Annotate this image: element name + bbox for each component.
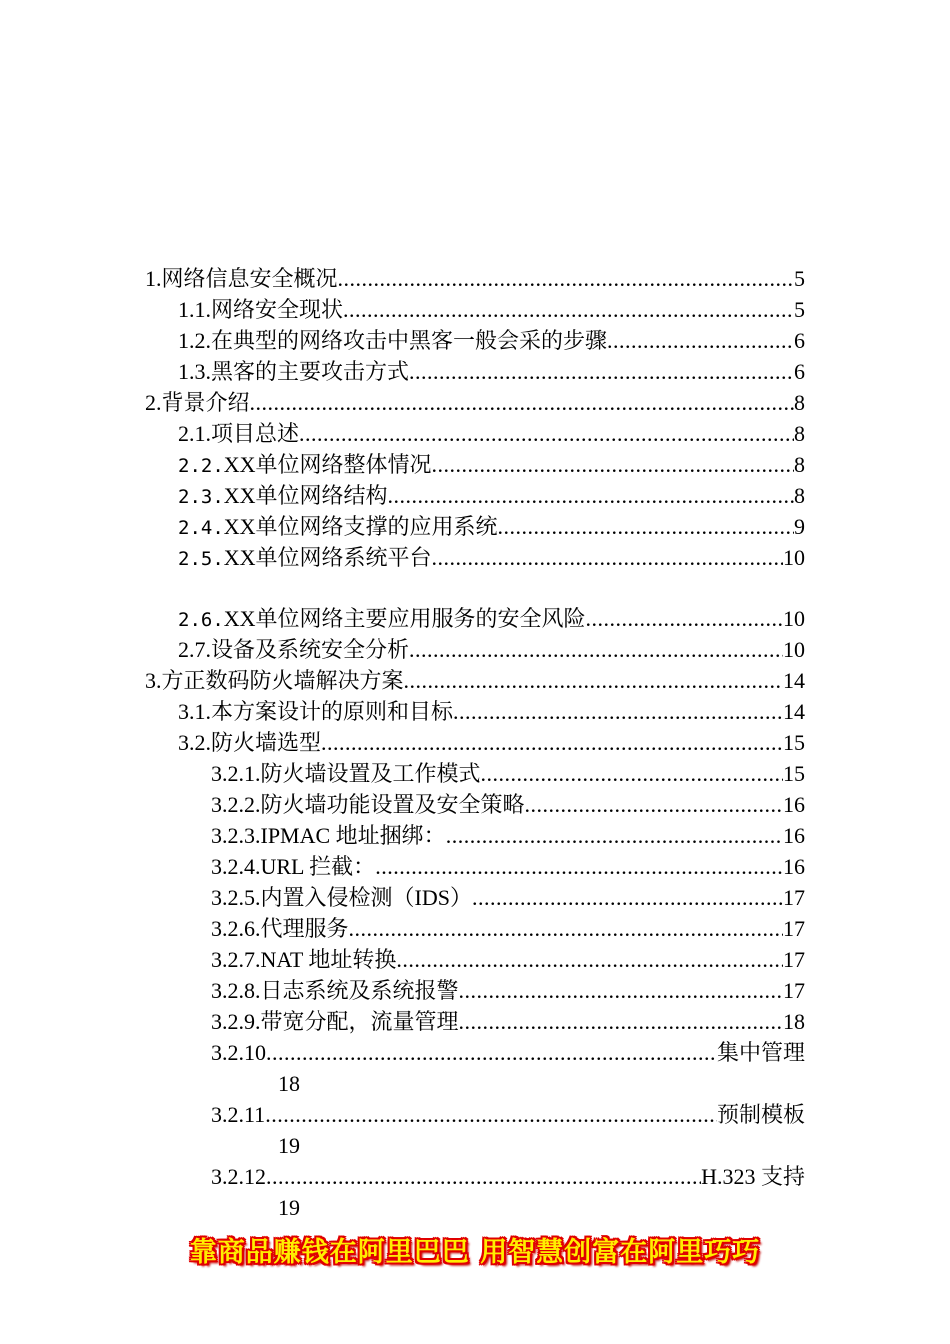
toc-number: 3. bbox=[145, 668, 162, 693]
toc-entry-3-2-12[interactable] bbox=[0, 1161, 950, 1192]
toc-page: 5 bbox=[794, 266, 805, 291]
toc-number: 2.1. bbox=[178, 421, 211, 446]
toc-entry-3-2-5[interactable] bbox=[0, 882, 950, 913]
toc-title: 在典型的网络攻击中黑客一般会采的步骤 bbox=[211, 328, 608, 353]
toc-entry-2-3[interactable] bbox=[0, 480, 950, 511]
toc-number: 3.2. bbox=[178, 730, 211, 755]
toc-entry-2-4[interactable] bbox=[0, 511, 950, 542]
toc-number: 1.3. bbox=[178, 359, 211, 384]
toc-number: 3.2.10 bbox=[211, 1040, 266, 1065]
toc-page: 14 bbox=[783, 699, 805, 724]
toc-leader bbox=[299, 418, 794, 449]
toc-entry-3-2-8[interactable] bbox=[0, 975, 950, 1006]
toc-entry-2[interactable] bbox=[0, 387, 950, 418]
toc-leader bbox=[459, 975, 783, 1006]
toc-title: IPMAC 地址捆绑： bbox=[260, 823, 446, 848]
toc-title: 预制模板 bbox=[716, 1102, 805, 1127]
toc-entry-2-5[interactable] bbox=[0, 542, 950, 573]
toc-title: XX单位网络支撑的应用系统 bbox=[223, 514, 498, 539]
toc-leader bbox=[409, 356, 794, 387]
toc-leader bbox=[404, 665, 783, 696]
toc-title: 防火墙设置及工作模式 bbox=[260, 761, 481, 786]
toc-entry-3-2-10-page-line bbox=[0, 1068, 950, 1099]
toc-page: 8 bbox=[794, 483, 805, 508]
toc-number: 3.2.11 bbox=[211, 1102, 266, 1127]
toc-entry-2-1[interactable] bbox=[0, 418, 950, 449]
toc-number: 3.2.3. bbox=[211, 823, 261, 848]
toc-entry-3-2[interactable] bbox=[0, 727, 950, 758]
toc-page: 10 bbox=[783, 606, 805, 631]
toc-title: 代理服务 bbox=[260, 916, 349, 941]
toc-leader bbox=[481, 758, 783, 789]
toc-entry-3-2-7[interactable] bbox=[0, 944, 950, 975]
toc-leader bbox=[432, 542, 783, 573]
toc-title: 背景介绍 bbox=[161, 390, 250, 415]
toc-page: 8 bbox=[794, 421, 805, 446]
toc-entry-2-7[interactable] bbox=[0, 634, 950, 665]
toc-page: 10 bbox=[783, 637, 805, 662]
toc-number: 3.2.5. bbox=[211, 885, 261, 910]
toc-leader bbox=[432, 449, 794, 480]
toc-number: 3.2.7. bbox=[211, 947, 261, 972]
toc-number: 2. bbox=[145, 390, 162, 415]
toc-number: 3.2.1. bbox=[211, 761, 261, 786]
toc-entry-3-2-12-page-line bbox=[0, 1192, 950, 1223]
toc-page: 10 bbox=[783, 545, 805, 570]
toc-title: H.323 支持 bbox=[701, 1164, 805, 1189]
toc-entry-3-2-10[interactable] bbox=[0, 1037, 950, 1068]
toc-title: 设备及系统安全分析 bbox=[211, 637, 410, 662]
toc-title: XX单位网络结构 bbox=[223, 483, 388, 508]
toc-title: URL 拦截： bbox=[260, 854, 376, 879]
toc-leader bbox=[446, 820, 783, 851]
toc-title: 项目总述 bbox=[211, 421, 300, 446]
toc-title: 内置入侵检测（IDS） bbox=[260, 885, 472, 910]
toc-entry-3-2-4[interactable] bbox=[0, 851, 950, 882]
toc-entry-3[interactable] bbox=[0, 665, 950, 696]
toc-page: 14 bbox=[783, 668, 805, 693]
toc-page: 15 bbox=[783, 730, 805, 755]
toc-title: 方正数码防火墙解决方案 bbox=[161, 668, 404, 693]
toc-page: 8 bbox=[794, 390, 805, 415]
toc-leader bbox=[266, 1037, 717, 1068]
toc-page: 18 bbox=[783, 1009, 805, 1034]
toc-number: 3.2.2. bbox=[211, 792, 261, 817]
toc-number: 3.2.4. bbox=[211, 854, 261, 879]
toc-entry-3-1[interactable] bbox=[0, 696, 950, 727]
spacer bbox=[0, 573, 950, 603]
advertisement-banner: 靠商品赚钱在阿里巴巴 用智慧创富在阿里巧巧 bbox=[189, 1237, 761, 1268]
toc-page: 9 bbox=[794, 514, 805, 539]
toc-entry-3-2-11-page-line bbox=[0, 1130, 950, 1161]
toc-number: 3.2.6. bbox=[211, 916, 261, 941]
toc-title: XX单位网络主要应用服务的安全风险 bbox=[223, 606, 586, 631]
toc-page: 18 bbox=[278, 1071, 300, 1096]
toc-leader bbox=[586, 603, 783, 634]
toc-title: 网络信息安全概况 bbox=[161, 266, 338, 291]
toc-page: 17 bbox=[783, 978, 805, 1003]
toc-leader bbox=[265, 1099, 717, 1130]
toc-entry-3-2-9[interactable] bbox=[0, 1006, 950, 1037]
toc-number: 1.2. bbox=[178, 328, 211, 353]
toc-leader bbox=[459, 1006, 783, 1037]
toc-number: 2.7. bbox=[178, 637, 211, 662]
toc-title: XX单位网络系统平台 bbox=[223, 545, 432, 570]
toc-entry-1-3[interactable] bbox=[0, 356, 950, 387]
table-of-contents bbox=[0, 263, 950, 1223]
toc-leader bbox=[375, 851, 783, 882]
toc-number: 2.3. bbox=[178, 486, 224, 508]
toc-title: 集中管理 bbox=[716, 1040, 805, 1065]
toc-leader bbox=[388, 480, 794, 511]
toc-entry-1-1[interactable] bbox=[0, 294, 950, 325]
toc-number: 3.2.9. bbox=[211, 1009, 261, 1034]
toc-page: 16 bbox=[783, 792, 805, 817]
toc-number: 2.5. bbox=[178, 548, 224, 570]
toc-entry-3-2-2[interactable] bbox=[0, 789, 950, 820]
toc-page: 19 bbox=[278, 1195, 300, 1220]
toc-entry-1[interactable] bbox=[0, 263, 950, 294]
toc-entry-3-2-1[interactable] bbox=[0, 758, 950, 789]
toc-page: 16 bbox=[783, 823, 805, 848]
toc-entry-2-2[interactable] bbox=[0, 449, 950, 480]
toc-page: 5 bbox=[794, 297, 805, 322]
toc-title: 带宽分配，流量管理 bbox=[260, 1009, 459, 1034]
toc-title: 网络安全现状 bbox=[211, 297, 344, 322]
toc-number: 2.4. bbox=[178, 517, 224, 539]
toc-title: 防火墙功能设置及安全策略 bbox=[260, 792, 525, 817]
toc-page: 6 bbox=[794, 359, 805, 384]
toc-leader bbox=[338, 263, 794, 294]
toc-entry-2-6[interactable] bbox=[0, 603, 950, 634]
toc-page: 19 bbox=[278, 1133, 300, 1158]
toc-number: 2.2. bbox=[178, 455, 224, 477]
toc-page: 17 bbox=[783, 947, 805, 972]
toc-leader bbox=[498, 511, 794, 542]
toc-title: NAT 地址转换 bbox=[260, 947, 397, 972]
toc-title: XX单位网络整体情况 bbox=[223, 452, 432, 477]
toc-leader bbox=[321, 727, 783, 758]
toc-leader bbox=[472, 882, 783, 913]
toc-page: 16 bbox=[783, 854, 805, 879]
toc-number: 1. bbox=[145, 266, 162, 291]
toc-leader bbox=[409, 634, 783, 665]
toc-entry-3-2-11[interactable] bbox=[0, 1099, 950, 1130]
toc-page: 17 bbox=[783, 885, 805, 910]
toc-page: 6 bbox=[794, 328, 805, 353]
toc-number: 3.1. bbox=[178, 699, 211, 724]
toc-page: 15 bbox=[783, 761, 805, 786]
toc-page: 17 bbox=[783, 916, 805, 941]
toc-leader bbox=[250, 387, 794, 418]
toc-leader bbox=[343, 294, 794, 325]
toc-number: 3.2.8. bbox=[211, 978, 261, 1003]
toc-entry-3-2-3[interactable] bbox=[0, 820, 950, 851]
toc-title: 防火墙选型 bbox=[211, 730, 322, 755]
toc-leader bbox=[453, 696, 783, 727]
toc-leader bbox=[525, 789, 783, 820]
toc-number: 2.6. bbox=[178, 609, 224, 631]
toc-number: 3.2.12 bbox=[211, 1164, 266, 1189]
toc-entry-3-2-6[interactable] bbox=[0, 913, 950, 944]
toc-number: 1.1. bbox=[178, 297, 211, 322]
toc-leader bbox=[607, 325, 794, 356]
toc-title: 黑客的主要攻击方式 bbox=[211, 359, 410, 384]
toc-leader bbox=[266, 1161, 701, 1192]
toc-leader bbox=[396, 944, 783, 975]
toc-title: 日志系统及系统报警 bbox=[260, 978, 459, 1003]
toc-title: 本方案设计的原则和目标 bbox=[211, 699, 454, 724]
toc-leader bbox=[349, 913, 783, 944]
toc-page: 8 bbox=[794, 452, 805, 477]
toc-entry-1-2[interactable] bbox=[0, 325, 950, 356]
